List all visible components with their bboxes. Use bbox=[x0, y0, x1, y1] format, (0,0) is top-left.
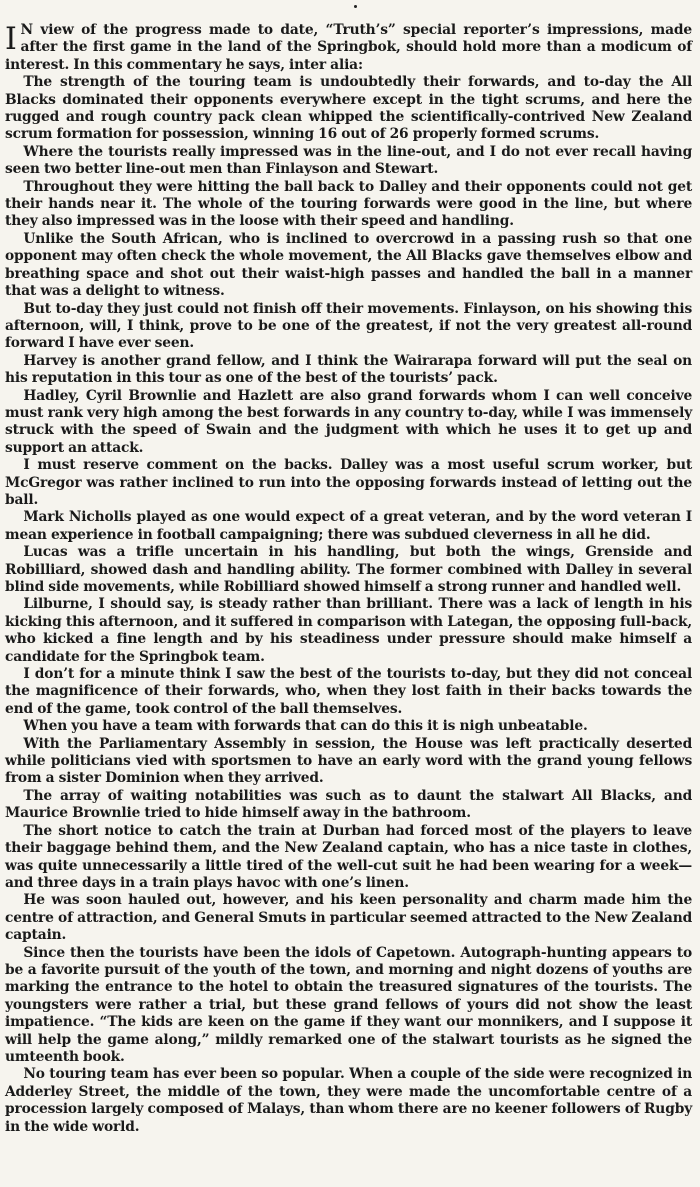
article-paragraph: The short notice to catch the train at Durban had forced most of the players to leave their baggage behind them, and the New Zealand captain, who has a nice taste in clothes, was quite unnecessarily a little tired of the well-cut suit he had been wearing for a week—and three days in a train plays havoc with one’s linen. bbox=[5, 822, 693, 891]
article-paragraph: Hadley, Cyril Brownlie and Hazlett are also grand forwards whom I can well conceive must rank very high among the best forwards in any country to-day, while I was immensely struck with the speed of Swain and the judgment with which he uses it to get up and support an attack. bbox=[5, 387, 693, 456]
article-paragraph: No touring team has ever been so popular. When a couple of the side were recognized in Adderley Street, the middle of the town, they were made the uncomfortable centre of a procession largely composed of Malays, than whom there are no keener followers of Rugby in the wide world. bbox=[5, 1066, 693, 1135]
article-paragraph: Throughout they were hitting the ball back to Dalley and their opponents could not get their hands near it. The whole of the touring forwards were good in the line, but where they also impressed was in the loose with their speed and handling. bbox=[5, 178, 693, 230]
article-paragraph: With the Parliamentary Assembly in session, the House was left practically deserted while politicians vied with sportsmen to have an early word with the grand young fellows from a sister Dominion when they arrived. bbox=[5, 735, 693, 787]
article-paragraph: Unlike the South African, who is inclined to overcrowd in a passing rush so that one opponent may often check the whole movement, the All Blacks gave themselves elbow and breathing space and shot out their waist-high passes and handled the ball in a manner that was a delight to witness. bbox=[5, 230, 693, 300]
article-paragraph: The array of waiting notabilities was such as to daunt the stalwart All Blacks, and Maurice Brownlie tried to hide himself away in the bathroom. bbox=[5, 787, 693, 822]
article-body bbox=[5, 22, 692, 1136]
article-paragraph: Lucas was a trifle uncertain in his handling, but both the wings, Grenside and Robilliard, showed dash and handling ability. The former combined with Dalley in several blind side movements, while Robilliard showed himself a strong runner and handled well. bbox=[5, 544, 693, 595]
article-paragraph: Mark Nicholls played as one would expect of a great veteran, and by the word veteran I mean experience in football campaigning; there was subdued cleverness in all he did. bbox=[5, 509, 693, 543]
article-paragraph: But to-day they just could not finish off their movements. Finlayson, on his showing this afternoon, will, I think, prove to be one of the greatest, if not the very greatest all-round forward I have ever seen. bbox=[5, 300, 693, 352]
print-speck bbox=[354, 5, 357, 8]
article-paragraph: Since then the tourists have been the idols of Capetown. Autograph-hunting appears to be a favorite pursuit of the youth of the town, and morning and night dozens of youths are marking the entrance to the hotel to obtain the treasured signatures of the tourists. The youngsters were rather a trial, but these grand fellows of yours did not show the least impatience. “The kids are keen on the game if they want our monnikers, and I suppose it will help the game along,” mildly remarked one of the stalwart tourists as he signed the umteenth book. bbox=[5, 944, 693, 1065]
article-paragraph: He was soon hauled out, however, and his keen personality and charm made him the centre of attraction, and General Smuts in particular seemed attracted to the New Zealand captain. bbox=[5, 892, 693, 944]
article-paragraph: I must reserve comment on the backs. Dalley was a most useful scrum worker, but McGregor was rather inclined to run into the opposing forwards instead of letting out the ball. bbox=[5, 457, 693, 508]
article-paragraph: Where the tourists really impressed was in the line-out, and I do not ever recall having seen two better line-out men than Finlayson and Stewart. bbox=[5, 143, 693, 178]
article-paragraph: The strength of the touring team is undoubtedly their forwards, and to-day the All Blacks dominated their opponents everywhere except in the tight scrums, and here the rugged and rough country pack clean whipped the scientifically-contrived New Zealand scrum formation for possession, winning 16 out of 26 properly formed scrums. bbox=[5, 74, 693, 143]
lead-paragraph bbox=[5, 22, 692, 74]
drop-cap: I bbox=[5, 21, 17, 57]
article-paragraph: Lilburne, I should say, is steady rather than brilliant. There was a lack of length in his kicking this afternoon, and it suffered in comparison with Lategan, the opposing full-back, who kicked a fine length and by his steadiness under pressure should make himself a candidate for the Springbok team. bbox=[5, 596, 693, 665]
article-paragraph: I don’t for a minute think I saw the best of the tourists to-day, but they did not conceal the magnificence of their forwards, who, when they lost faith in their backs towards the end of the game, took control of the ball themselves. bbox=[5, 666, 693, 717]
article-paragraph: Harvey is another grand fellow, and I think the Wairarapa forward will put the seal on his reputation in this tour as one of the best of the tourists’ pack. bbox=[5, 352, 693, 387]
article-paragraph: When you have a team with forwards that can do this it is nigh unbeatable. bbox=[23, 718, 588, 735]
lead-paragraph-text: N view of the progress made to date, “Truth’s” special reporter’s impressions, made after the first game in the land of the Springbok, should hold more than a modicum of interest. In this commentary he says, inter alia: bbox=[5, 22, 693, 73]
